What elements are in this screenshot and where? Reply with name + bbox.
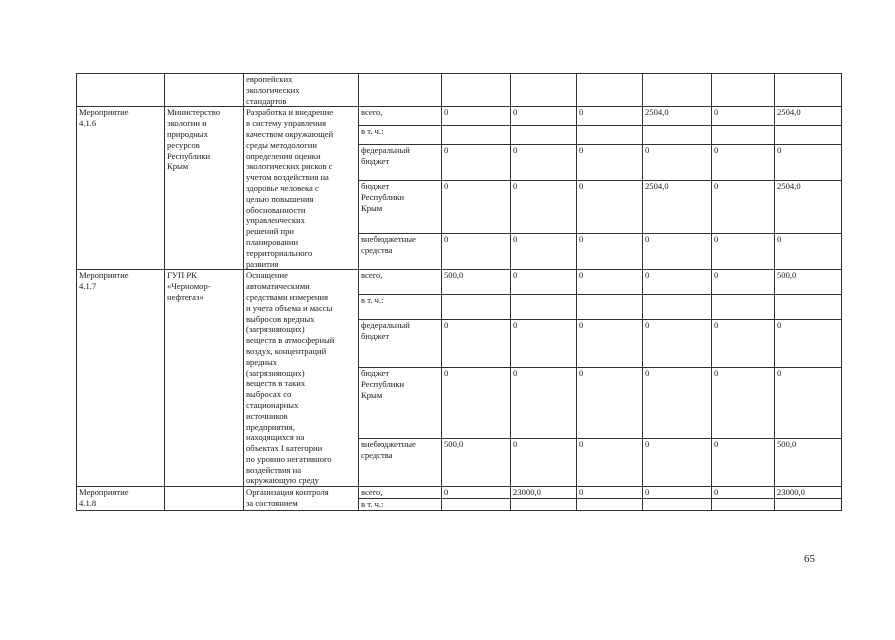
value-cell: 500,0 [442,270,511,295]
value-cell: 0 [643,234,712,270]
description-cell: Организация контроля за состоянием [244,487,359,511]
value-cell: 0 [577,270,643,295]
activity-name-cell [77,74,165,107]
value-cell: 0 [577,439,643,487]
description-cell: европейских экологических стандартов [244,74,359,107]
value-cell: 23000,0 [775,487,842,499]
value-cell [442,499,511,511]
value-cell: 23000,0 [511,487,577,499]
value-cell [712,126,775,145]
funding-source-cell: в т. ч.: [359,126,442,145]
value-cell: 0 [712,181,775,234]
value-cell: 0 [442,234,511,270]
funding-source-cell: в т. ч.: [359,499,442,511]
funding-source-cell: федеральный бюджет [359,145,442,181]
value-cell: 0 [712,320,775,368]
value-cell: 0 [643,145,712,181]
funding-source-cell: всего, [359,270,442,295]
table-row [77,107,842,126]
value-cell: 0 [712,107,775,126]
value-cell: 0 [442,145,511,181]
table-row [77,74,842,107]
value-cell [577,295,643,320]
value-cell [712,499,775,511]
value-cell [643,499,712,511]
value-cell: 0 [712,270,775,295]
value-cell: 0 [775,145,842,181]
activity-name-cell: Мероприятие 4.1.6 [77,107,165,270]
value-cell: 0 [442,487,511,499]
value-cell: 0 [577,181,643,234]
table-row [77,270,842,295]
value-cell: 0 [643,368,712,439]
value-cell [775,499,842,511]
value-cell: 500,0 [442,439,511,487]
executor-cell: ГУП РК «Черномор- нефтегаз» [165,270,244,487]
financing-table [76,73,842,511]
funding-source-cell: всего, [359,487,442,499]
table-row [77,487,842,499]
value-cell: 0 [643,439,712,487]
value-cell [643,126,712,145]
value-cell [712,295,775,320]
executor-cell [165,74,244,107]
value-cell: 0 [577,107,643,126]
value-cell: 0 [511,107,577,126]
value-cell: 500,0 [775,270,842,295]
value-cell: 0 [577,145,643,181]
value-cell: 0 [511,368,577,439]
value-cell [775,74,842,107]
value-cell [775,295,842,320]
value-cell [577,126,643,145]
funding-source-cell: в т. ч.: [359,295,442,320]
value-cell: 0 [775,234,842,270]
value-cell [511,295,577,320]
value-cell: 0 [577,234,643,270]
value-cell [643,74,712,107]
value-cell [442,126,511,145]
value-cell: 0 [442,181,511,234]
value-cell: 0 [442,320,511,368]
value-cell: 0 [712,439,775,487]
value-cell: 0 [775,368,842,439]
value-cell [511,126,577,145]
value-cell: 0 [643,487,712,499]
value-cell: 0 [712,368,775,439]
value-cell: 2504,0 [643,181,712,234]
executor-cell [165,487,244,511]
value-cell: 0 [577,320,643,368]
value-cell: 0 [643,270,712,295]
funding-source-cell: бюджет Республики Крым [359,181,442,234]
value-cell [442,74,511,107]
value-cell: 0 [712,234,775,270]
value-cell: 0 [442,368,511,439]
activity-name-cell: Мероприятие 4.1.8 [77,487,165,511]
value-cell [643,295,712,320]
funding-source-cell [359,74,442,107]
activity-name-cell: Мероприятие 4.1.7 [77,270,165,487]
funding-source-cell: всего, [359,107,442,126]
funding-source-cell: внебюджетные средства [359,234,442,270]
value-cell: 2504,0 [775,181,842,234]
funding-source-cell: внебюджетные средства [359,439,442,487]
value-cell: 0 [511,181,577,234]
funding-source-cell: бюджет Республики Крым [359,368,442,439]
value-cell [712,74,775,107]
value-cell: 0 [511,145,577,181]
value-cell: 2504,0 [775,107,842,126]
value-cell: 2504,0 [643,107,712,126]
value-cell: 500,0 [775,439,842,487]
value-cell: 0 [511,320,577,368]
value-cell: 0 [442,107,511,126]
value-cell: 0 [775,320,842,368]
value-cell: 0 [577,487,643,499]
value-cell: 0 [712,145,775,181]
description-cell: Оснащение автоматическими средствами измерения и учета объема и массы выбросов вредных (загрязняющих) веществ в атмосферный воздух, концентраций вредных (загрязняющих) веществ в таких выбросах со стационарных источников предприятия, находящихся на объектах I категории по уровню негативного воздействия на окружающую среду [244,270,359,487]
value-cell [577,74,643,107]
value-cell: 0 [712,487,775,499]
value-cell: 0 [643,320,712,368]
value-cell: 0 [577,368,643,439]
funding-source-cell: федеральный бюджет [359,320,442,368]
value-cell [511,499,577,511]
value-cell [577,499,643,511]
page-number: 65 [804,553,815,565]
value-cell [775,126,842,145]
value-cell: 0 [511,439,577,487]
executor-cell: Министерство экологии и природных ресурсов Республики Крым [165,107,244,270]
value-cell: 0 [511,270,577,295]
value-cell [511,74,577,107]
value-cell: 0 [511,234,577,270]
value-cell [442,295,511,320]
description-cell: Разработка и внедрение в систему управления качеством окружающей среды методологии определения оценки экологических рисков с учетом воздействия на здоровье человека с целью повышения обоснованности управленческих решений при планировании территориального развития [244,107,359,270]
